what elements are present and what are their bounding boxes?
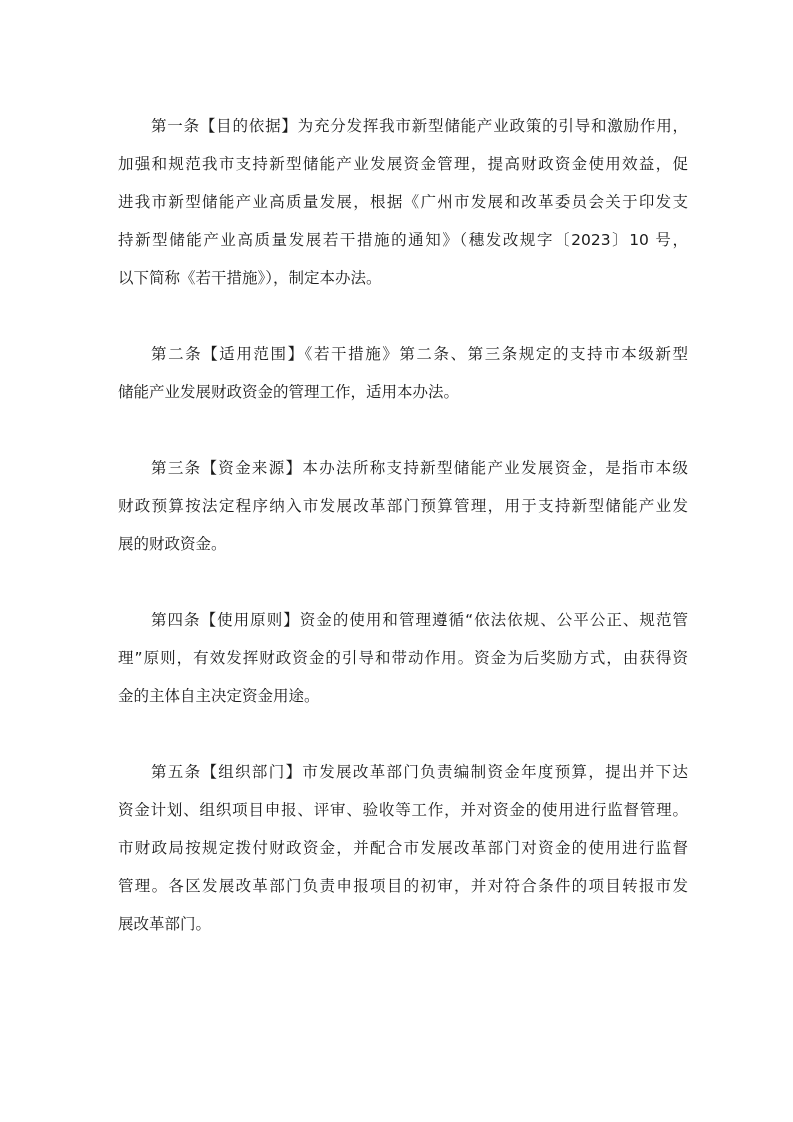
article-4 <box>118 601 688 715</box>
paragraph-gap <box>118 411 688 449</box>
article-4-line-1: 第四条【使用原则】资金的使用和管理遵循“依法依规、公平公正、规范管 <box>151 611 688 629</box>
article-3-line-1: 第三条【资金来源】本办法所称支持新型储能产业发展资金，是指市本级 <box>151 459 688 477</box>
paragraph-gap <box>118 715 688 753</box>
article-5-line-2: 资金计划、组织项目申报、评审、验收等工作，并对资金的使用进行监督管理。 <box>118 801 688 819</box>
paragraph-gap <box>118 297 688 335</box>
article-2 <box>118 335 688 411</box>
article-1-line-5: 以下简称《若干措施》），制定本办法。 <box>118 269 382 287</box>
article-4-line-2: 理”原则，有效发挥财政资金的引导和带动作用。资金为后奖励方式，由获得资 <box>118 649 688 667</box>
article-5-line-4: 管理。各区发展改革部门负责申报项目的初审，并对符合条件的项目转报市发 <box>118 877 688 895</box>
article-3-line-3: 展的财政资金。 <box>118 535 227 553</box>
article-5 <box>118 753 688 943</box>
article-2-line-2: 储能产业发展财政资金的管理工作，适用本办法。 <box>118 383 460 401</box>
article-1-line-1: 第一条【目的依据】为充分发挥我市新型储能产业政策的引导和激励作用， <box>151 117 688 135</box>
article-3 <box>118 449 688 563</box>
article-5-line-5: 展改革部门。 <box>118 915 212 933</box>
article-2-line-1: 第二条【适用范围】《若干措施》第二条、第三条规定的支持市本级新型 <box>151 345 688 363</box>
article-4-line-3: 金的主体自主决定资金用途。 <box>118 687 320 705</box>
paragraph-gap <box>118 563 688 601</box>
article-1-line-3: 进我市新型储能产业高质量发展，根据《广州市发展和改革委员会关于印发支 <box>118 193 688 211</box>
article-1-line-4: 持新型储能产业高质量发展若干措施的通知》（穗发改规字〔2023〕10 号， <box>118 231 688 249</box>
document-body <box>118 107 688 943</box>
article-1-line-2: 加强和规范我市支持新型储能产业发展资金管理，提高财政资金使用效益，促 <box>118 155 688 173</box>
article-5-line-3: 市财政局按规定拨付财政资金，并配合市发展改革部门对资金的使用进行监督 <box>118 839 688 857</box>
article-1 <box>118 107 688 297</box>
article-3-line-2: 财政预算按法定程序纳入市发展改革部门预算管理，用于支持新型储能产业发 <box>118 497 688 515</box>
article-5-line-1: 第五条【组织部门】市发展改革部门负责编制资金年度预算，提出并下达 <box>151 763 688 781</box>
